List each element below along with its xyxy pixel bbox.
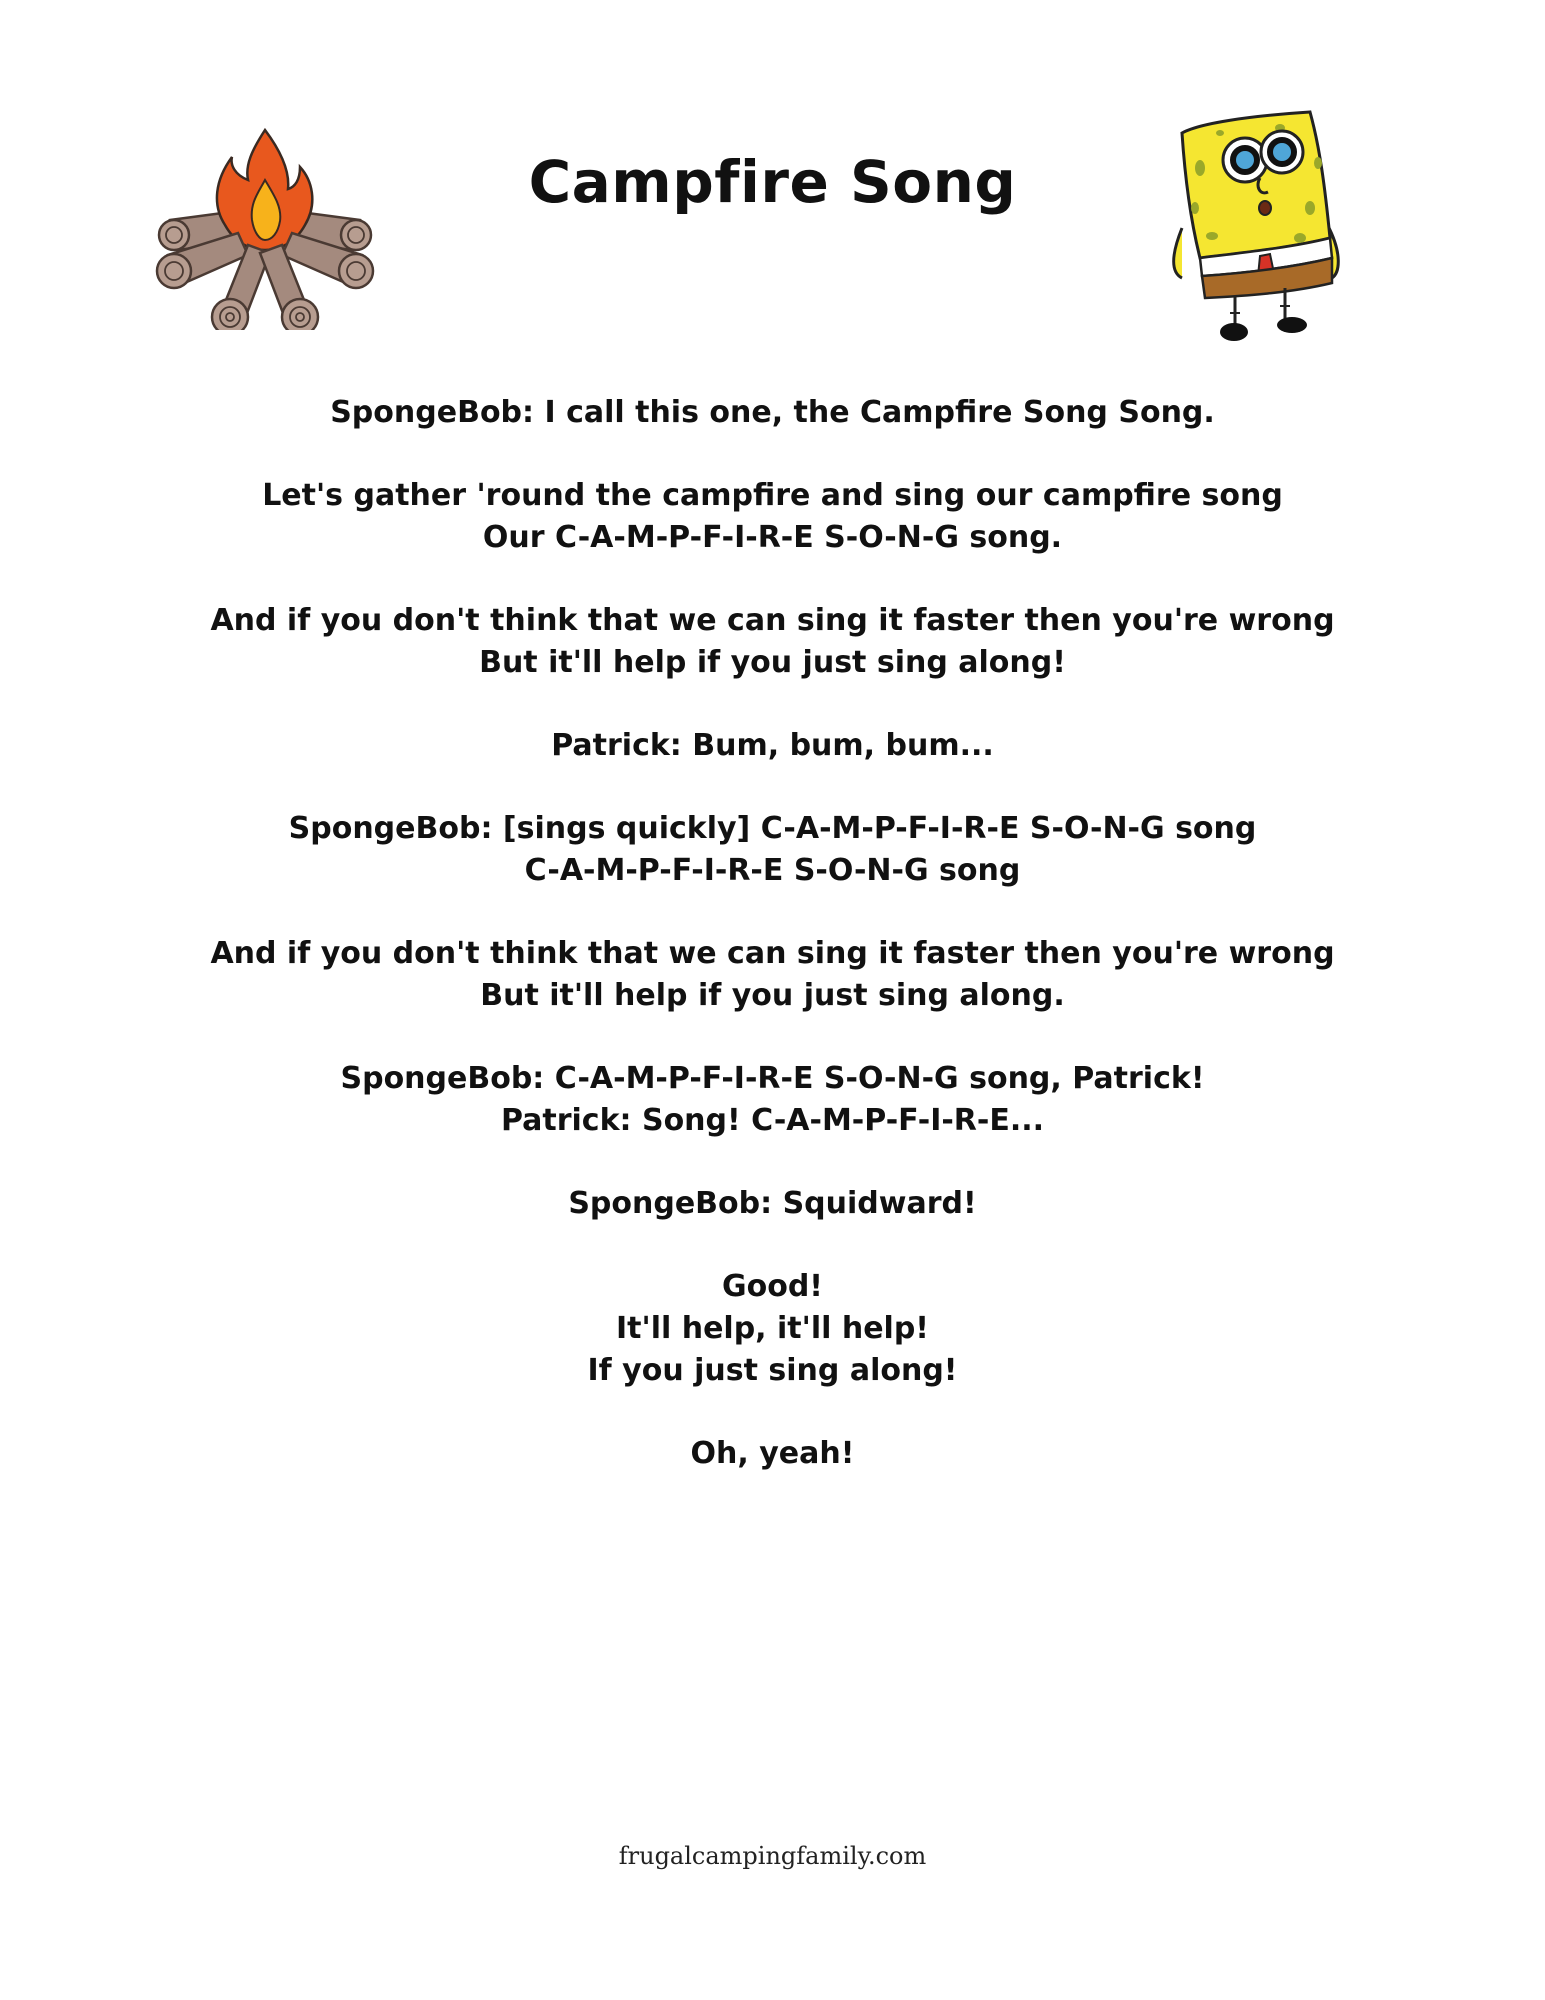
- stanza: [0, 392, 1545, 434]
- lyric-line: Patrick: Song! C-A-M-P-F-I-R-E...: [500, 1103, 1045, 1138]
- sponge-body: [1182, 112, 1330, 258]
- lyric-line: And if you don't think that we can sing it faster then you're wrong: [210, 603, 1335, 638]
- lyric-line: But it'll help if you just sing along.: [480, 978, 1065, 1013]
- footer-website: frugalcampingfamily.com: [618, 1842, 927, 1870]
- stanza: [0, 808, 1545, 892]
- lyric-line: SpongeBob: I call this one, the Campfire Song Song.: [330, 395, 1215, 430]
- stanza: [0, 1183, 1545, 1225]
- stanza: [0, 1058, 1545, 1142]
- spongebob-icon: [1160, 108, 1350, 343]
- page-title: Campfire Song: [528, 148, 1017, 216]
- lyric-line: Oh, yeah!: [690, 1436, 855, 1471]
- lyric-line: Our C-A-M-P-F-I-R-E S-O-N-G song.: [482, 520, 1063, 555]
- stanza: [0, 475, 1545, 559]
- lyric-line: But it'll help if you just sing along!: [479, 645, 1066, 680]
- lyric-line: SpongeBob: [sings quickly] C-A-M-P-F-I-R-E S-O-N-G song: [288, 811, 1257, 846]
- stanza: [0, 1433, 1545, 1475]
- lyric-line: Good!: [721, 1269, 823, 1304]
- lyric-line: Patrick: Bum, bum, bum...: [551, 728, 994, 763]
- lyric-line: Let's gather 'round the campfire and sing our campfire song: [262, 478, 1283, 513]
- stanza: [0, 1266, 1545, 1392]
- lyric-line: SpongeBob: C-A-M-P-F-I-R-E S-O-N-G song, Patrick!: [340, 1061, 1205, 1096]
- lyric-line: SpongeBob: Squidward!: [568, 1186, 977, 1221]
- stanza: [0, 933, 1545, 1017]
- lyric-line: And if you don't think that we can sing it faster then you're wrong: [210, 936, 1335, 971]
- lyrics: [0, 392, 1545, 1516]
- stanza: [0, 600, 1545, 684]
- lyric-line: It'll help, it'll help!: [616, 1311, 929, 1346]
- stanza: [0, 725, 1545, 767]
- lyric-line: C-A-M-P-F-I-R-E S-O-N-G song: [524, 853, 1021, 888]
- lyric-line: If you just sing along!: [587, 1353, 958, 1388]
